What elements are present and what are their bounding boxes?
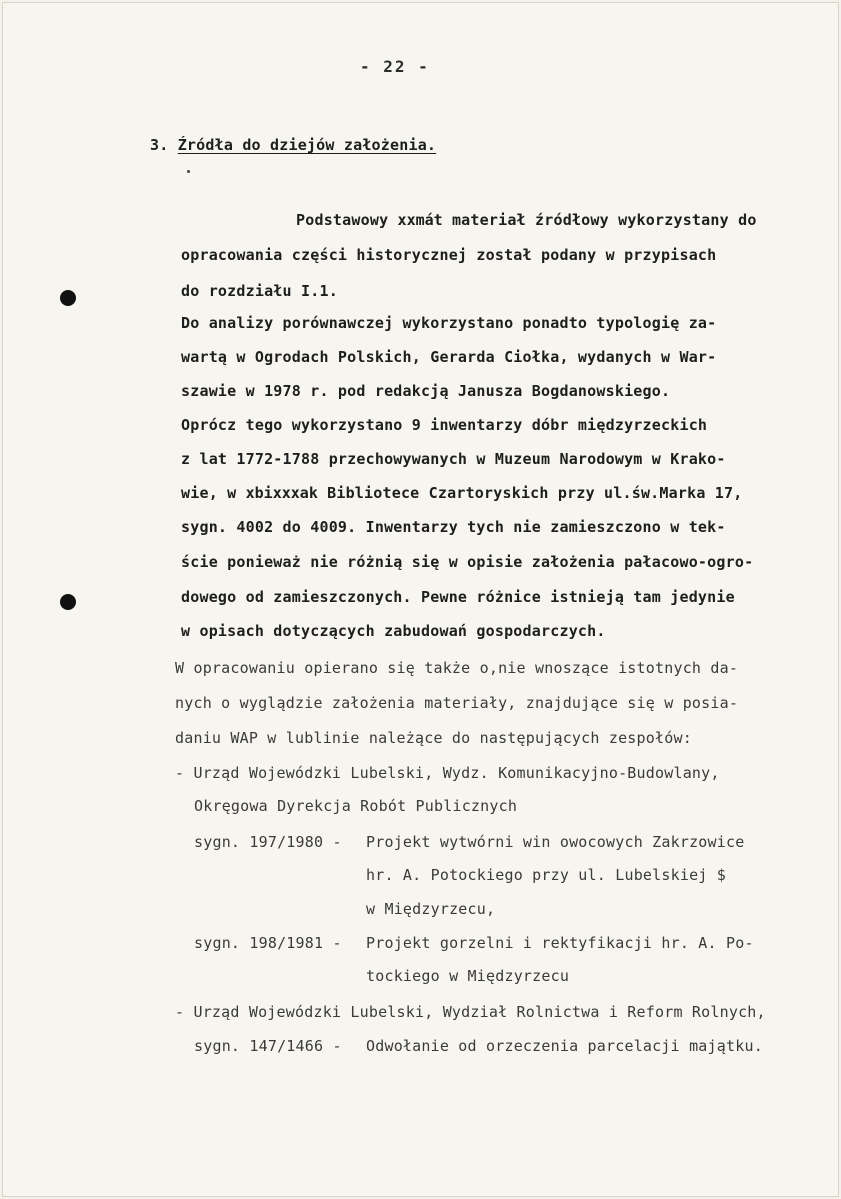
record-item2-line1: Projekt gorzelni i rektyfikacji hr. A. Po- xyxy=(366,934,754,952)
section-number: 3. xyxy=(150,136,169,154)
punch-hole-top xyxy=(60,290,76,306)
paragraph2-line3: szawie w 1978 r. pod redakcją Janusza Bogdanowskiego. xyxy=(181,382,671,400)
page-number: - 22 - xyxy=(360,57,430,76)
paragraph3-line3 xyxy=(181,484,743,502)
record-item1-signature: sygn. 197/1980 - xyxy=(194,833,342,851)
section-heading xyxy=(150,136,436,154)
punch-hole-bottom xyxy=(60,594,76,610)
paragraph4-line3: daniu WAP w lublinie należące do następujących zespołów: xyxy=(175,729,692,747)
record-group2-line1: - Urząd Wojewódzki Lubelski, Wydział Rolnictwa i Reform Rolnych, xyxy=(175,1003,766,1021)
paragraph3-line7: w opisach dotyczących zabudowań gospodarczych. xyxy=(181,622,606,640)
paragraph3-line2: z lat 1772-1788 przechowywanych w Muzeum Narodowym w Krako- xyxy=(181,450,726,468)
paragraph2-line2: wartą w Ogrodach Polskich, Gerarda Ciołka, wydanych w War- xyxy=(181,348,717,366)
record-item1-line1: Projekt wytwórni win owocowych Zakrzowice xyxy=(366,833,745,851)
record-item3-line1: Odwołanie od orzeczenia parcelacji majątku. xyxy=(366,1037,763,1055)
paragraph3-line1: Oprócz tego wykorzystano 9 inwentarzy dóbr międzyrzeckich xyxy=(181,416,708,434)
paragraph3-line5: ście ponieważ nie różnią się w opisie założenia pałacowo-ogro- xyxy=(181,553,754,571)
text-segment: Podstawowy xyxy=(296,211,389,229)
section-title: Źródła do dziejów założenia. xyxy=(177,136,437,154)
record-group1-line2: Okręgowa Dyrekcja Robót Publicznych xyxy=(194,797,518,815)
record-group1-line1: - Urząd Wojewódzki Lubelski, Wydz. Komunikacyjno-Budowlany, xyxy=(175,764,720,782)
paragraph3-line4: sygn. 4002 do 4009. Inwentarzy tych nie zamieszczono w tek- xyxy=(181,518,726,536)
crossed-out-text: xxmát xyxy=(397,211,443,229)
paragraph1-line2: opracowania części historycznej został podany w przypisach xyxy=(181,246,717,264)
paragraph4-line1: W opracowaniu opierano się także o,nie wnoszące istotnych da- xyxy=(175,659,739,677)
record-item2-signature: sygn. 198/1981 - xyxy=(194,934,342,952)
record-item1-line3: w Międzyrzecu, xyxy=(366,900,496,918)
crossed-out-text: xbixxxak xyxy=(245,484,318,502)
record-item2-line2: tockiego w Międzyrzecu xyxy=(366,967,570,985)
stray-mark xyxy=(187,170,190,173)
paragraph3-line6: dowego od zamieszczonych. Pewne różnice istnieją tam jedynie xyxy=(181,588,735,606)
paragraph2-line1: Do analizy porównawczej wykorzystano ponadto typologię za- xyxy=(181,314,717,332)
paragraph1-line3: do rozdziału I.1. xyxy=(181,282,338,300)
text-segment: wie, w xyxy=(181,484,237,502)
paragraph4-line2: nych o wyglądzie założenia materiały, znajdujące się w posia- xyxy=(175,694,739,712)
text-segment: Bibliotece Czartoryskich przy ul.św.Marka 17, xyxy=(327,484,743,502)
record-item1-line2: hr. A. Potockiego przy ul. Lubelskiej $ xyxy=(366,866,726,884)
record-item3-signature: sygn. 147/1466 - xyxy=(194,1037,342,1055)
paragraph1-line1 xyxy=(296,211,757,229)
text-segment: materiał źródłowy wykorzystany do xyxy=(451,211,757,229)
